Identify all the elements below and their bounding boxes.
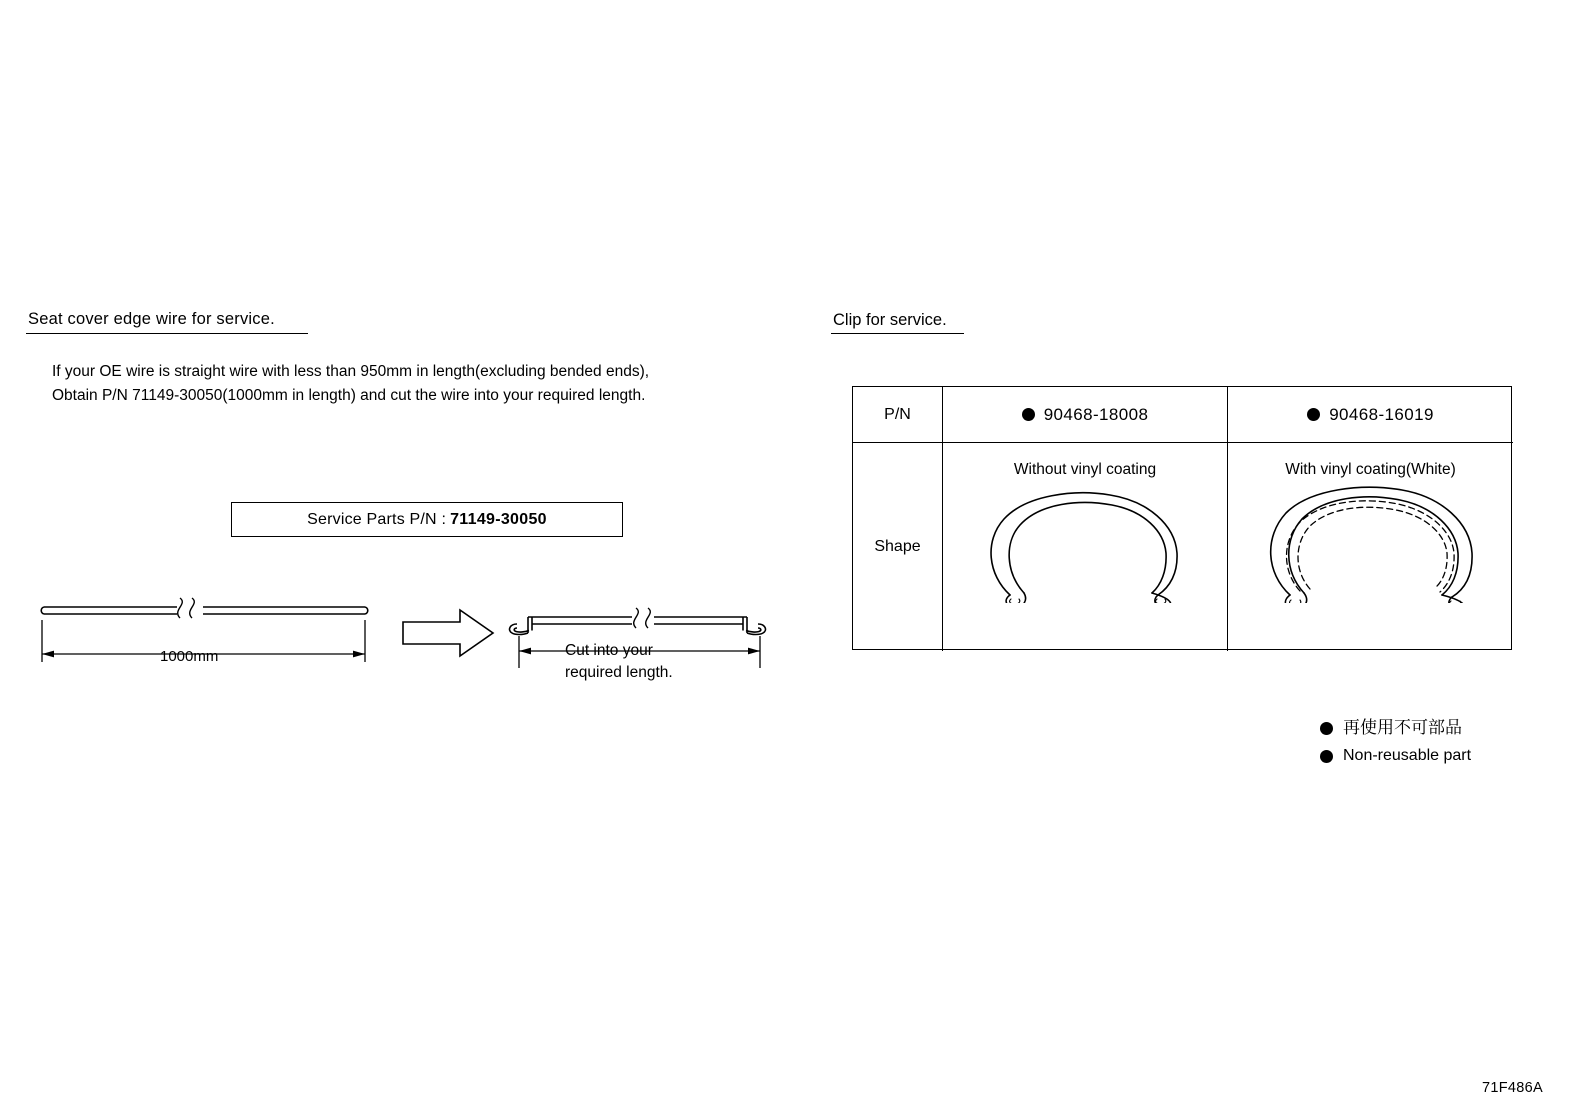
non-reusable-dot-icon: [1320, 750, 1333, 763]
legend-row-japanese: [1320, 714, 1471, 742]
service-parts-pn-value: 71149-30050: [450, 510, 547, 528]
service-parts-pn-box: [231, 502, 623, 537]
process-arrow: [403, 610, 493, 656]
clip-table: [852, 386, 1512, 650]
right-section-heading: Clip for service.: [833, 311, 947, 329]
pn-value-col1: 90468-18008: [1043, 404, 1149, 424]
cut-length-label: [565, 640, 673, 684]
table-row-label-pn: P/N: [853, 387, 943, 443]
left-heading-underline: [26, 333, 308, 334]
non-reusable-dot-icon: [1320, 722, 1333, 735]
shape-caption-col1: Without vinyl coating: [1013, 461, 1157, 478]
legend-japanese-label: 再使用不可部品: [1343, 718, 1462, 738]
non-reusable-dot-icon: [1022, 408, 1035, 421]
table-row-label-shape: Shape: [853, 443, 943, 651]
clip-art-with-coating: [1256, 483, 1486, 608]
legend: [1320, 714, 1471, 770]
figure-code: 71F486A: [1482, 1080, 1543, 1096]
left-body-line-2: Obtain P/N 71149-30050(1000mm in length) and cut the wire into your required length.: [52, 387, 646, 404]
clip-art-without-coating: [970, 483, 1200, 608]
clip-for-service-section: [800, 0, 1592, 1099]
pn-value-col2: 90468-16019: [1329, 404, 1434, 424]
cut-length-label-line-1: Cut into your: [565, 642, 653, 659]
service-parts-pn-label: Service Parts P/N :: [307, 510, 447, 528]
table-cell-pn-col1: [943, 387, 1228, 443]
clip-art-with-coating-svg: [1256, 483, 1486, 603]
dimension-1000mm-label: 1000mm: [160, 648, 219, 665]
legend-english-label: Non-reusable part: [1343, 747, 1472, 764]
right-heading-underline: [831, 333, 964, 334]
non-reusable-dot-icon: [1307, 408, 1320, 421]
table-cell-shape-col1: [943, 443, 1228, 651]
cut-length-label-line-2: required length.: [565, 664, 673, 681]
shape-caption-col2: With vinyl coating(White): [1285, 461, 1456, 478]
table-cell-pn-col2: [1228, 387, 1513, 443]
legend-row-english: [1320, 742, 1471, 770]
cut-wire-art: [510, 608, 766, 635]
left-section-heading: Seat cover edge wire for service.: [28, 310, 275, 328]
table-cell-shape-col2: [1228, 443, 1513, 651]
clip-art-without-coating-svg: [970, 483, 1200, 603]
straight-wire-art: [41, 598, 368, 618]
left-body-line-1: If your OE wire is straight wire with less than 950mm in length(excluding bended ends),: [52, 363, 650, 380]
left-section-body: [52, 360, 649, 408]
